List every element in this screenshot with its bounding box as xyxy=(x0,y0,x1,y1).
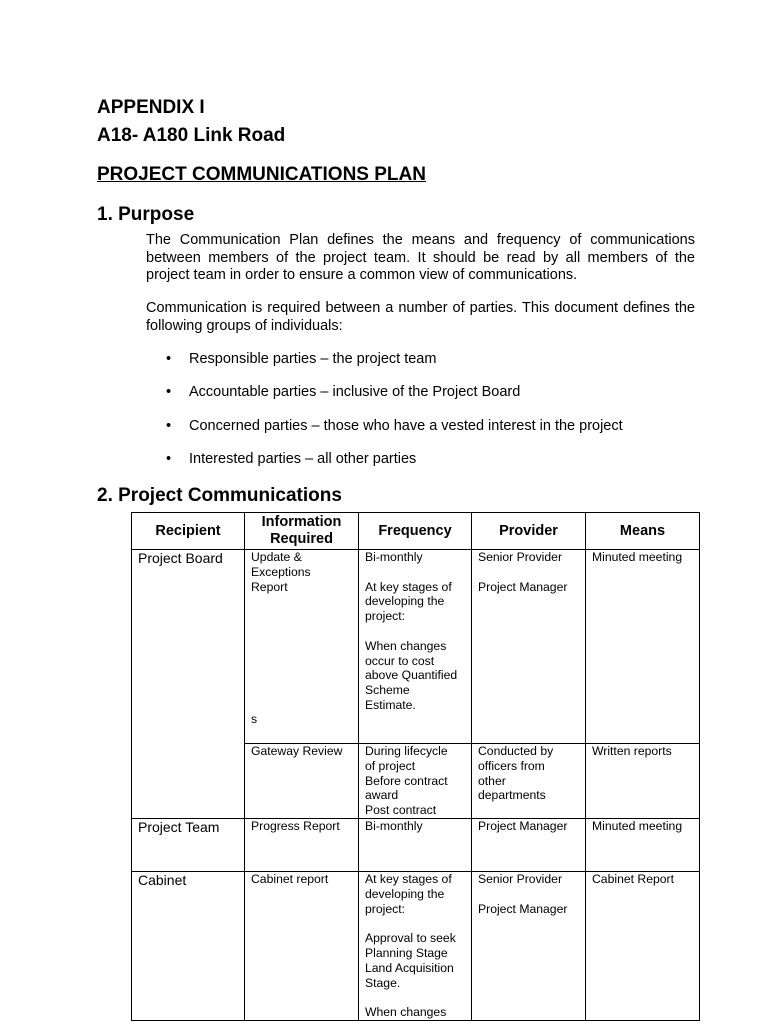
means-cell: Minuted meeting xyxy=(586,819,700,872)
table-row xyxy=(132,872,700,1021)
bullet-icon: • xyxy=(166,384,172,401)
info-cell: Update & Exceptions Report s xyxy=(245,550,359,744)
list-item: • Concerned parties – those who have a vested interest in the project xyxy=(166,417,623,434)
section-communications-heading: 2. Project Communications xyxy=(97,485,342,506)
table-header-row xyxy=(132,513,700,550)
means-cell: Written reports xyxy=(586,744,700,819)
provider-cell: Project Manager xyxy=(472,819,586,872)
provider-cell: Senior Provider Project Manager xyxy=(472,872,586,1021)
info-cell: Progress Report xyxy=(245,819,359,872)
bullet-icon: • xyxy=(166,450,172,467)
purpose-paragraph-2: Communication is required between a number of parties. This document defines the following groups of individuals: xyxy=(146,300,695,334)
recipient-cell: Project Board xyxy=(132,550,245,819)
header-information-required: Information Required xyxy=(245,513,359,550)
bullet-icon: • xyxy=(166,417,172,434)
parties-list xyxy=(146,350,706,483)
means-cell: Minuted meeting xyxy=(586,550,700,744)
communications-table xyxy=(131,512,700,1021)
header-frequency: Frequency xyxy=(359,513,472,550)
frequency-cell: During lifecycle of project Before contract award Post contract xyxy=(359,744,472,819)
list-item: • Responsible parties – the project team xyxy=(166,351,437,367)
header-provider: Provider xyxy=(472,513,586,550)
list-item: • Interested parties – all other parties xyxy=(166,450,417,467)
purpose-paragraph-1: The Communication Plan defines the means and frequency of communications between members of the project team. It should be read by all members of the project team in order to ensure a common view of communications. xyxy=(146,232,695,283)
means-cell: Cabinet Report xyxy=(586,872,700,1021)
appendix-heading: APPENDIX I xyxy=(97,97,205,118)
header-means: Means xyxy=(586,513,700,550)
frequency-cell: Bi-monthly At key stages of developing the project: When changes occur to cost above Quantified Scheme Estimate. xyxy=(359,550,472,744)
provider-cell: Conducted by officers from other departments xyxy=(472,744,586,819)
info-cell: Gateway Review xyxy=(245,744,359,819)
bullet-icon: • xyxy=(166,351,172,367)
info-cell: Cabinet report xyxy=(245,872,359,1021)
plan-title: PROJECT COMMUNICATIONS PLAN xyxy=(97,164,426,185)
table-row xyxy=(132,550,700,744)
table-row xyxy=(132,819,700,872)
recipient-cell: Project Team xyxy=(132,819,245,872)
road-title: A18- A180 Link Road xyxy=(97,125,286,146)
header-recipient: Recipient xyxy=(132,513,245,550)
section-purpose-heading: 1. Purpose xyxy=(97,204,195,225)
frequency-cell: Bi-monthly xyxy=(359,819,472,872)
frequency-cell: At key stages of developing the project: Approval to seek Planning Stage Land Acquisition Stage. When changes xyxy=(359,872,472,1021)
recipient-cell: Cabinet xyxy=(132,872,245,1021)
provider-cell: Senior Provider Project Manager xyxy=(472,550,586,744)
list-item: • Accountable parties – inclusive of the Project Board xyxy=(166,384,521,401)
